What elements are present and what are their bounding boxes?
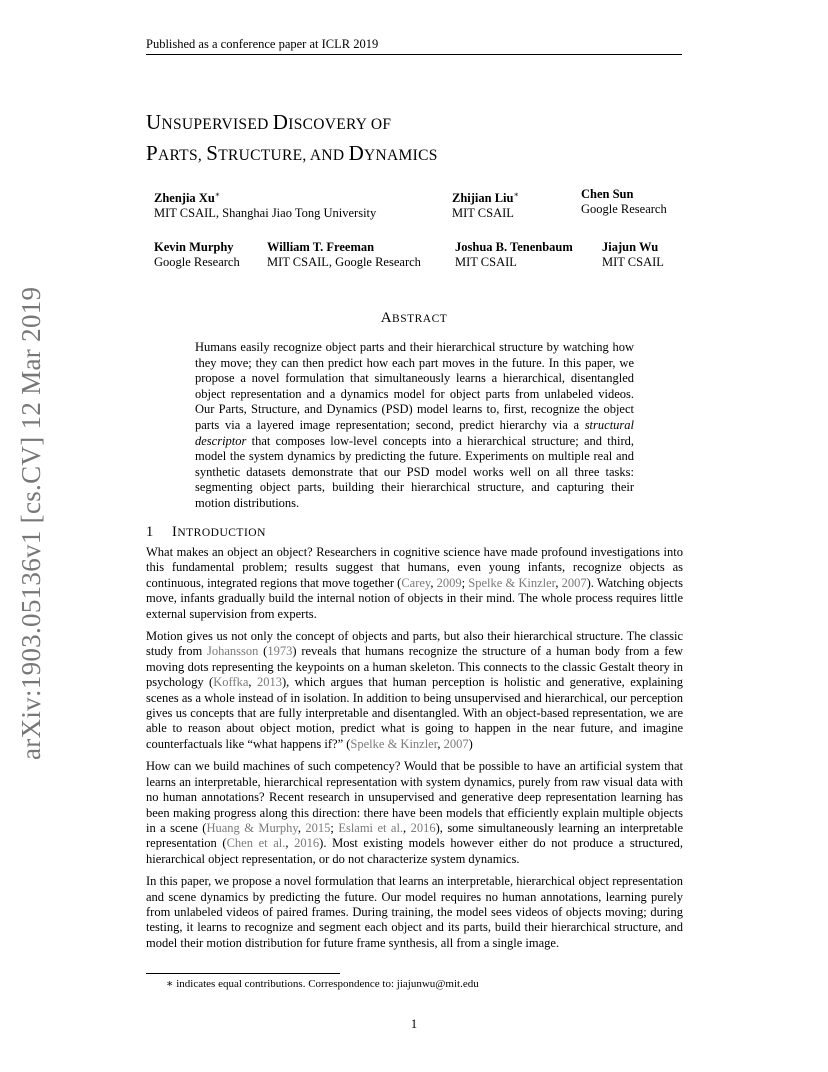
author-zhenjia-xu xyxy=(154,187,376,221)
citation-link[interactable]: 1973 xyxy=(267,644,293,659)
author-zhijian-liu xyxy=(452,187,519,221)
page-number: 1 xyxy=(410,1017,418,1031)
paragraph: Motion gives us not only the concept of objects and parts, but also their hierarchical structure. The classic study from Johansson (1973) reveals that humans recognize the structure of a human body from a few moving dots representing the keypoints on a human skeleton. This connects to the classic Gestalt theory in psychology (Koffka, 2013), which argues that human perception is holistic and generative, explaining scenes as a whole instead of in isolation. In addition to being unsupervised and hierarchical, our perception gives us concepts that are fully interpretable and disentangled. With an object-based representation, we are able to reason about object motion, predict what is going to happen in the near future, and imagine counterfactuals like “what happens if?” (Spelke & Kinzler, 2007) xyxy=(146,629,684,751)
author-affiliation: Google Research xyxy=(581,202,667,216)
citation-link[interactable]: Chen et al. xyxy=(226,836,286,851)
paragraph: How can we build machines of such competency? Would that be possible to have an artificial system that learns an interpretable, hierarchical representation with system dynamics, purely from raw visual data with no human annotations? Recent research in unsupervised and generative deep representation learning has been making progress along this direction: there have been models that efficiently explain multiple objects in a scene (Huang & Murphy, 2015; Eslami et al., 2016), some simultaneously learning an interpretable representation (Chen et al., 2016). Most existing models however either do not produce a structured, hierarchical object representation, or do not characterize system dynamics. xyxy=(146,759,684,866)
abstract-body: Humans easily recognize object parts and their hierarchical structure by watching how they move; they can then predict how each part moves in the future. In this paper, we propose a novel formulation that simultaneously learns a hierarchical, disentangled object representation and a dynamics model for object parts from unlabeled videos. Our Parts, Structure, and Dynamics (PSD) model learns to, first, recognize the object parts via a layered image representation; second, predict hierarchy via a structural descriptor that composes low-level concepts into a hierarchical structure; and third, model the system dynamics by predicting the future. Experiments on multiple real and synthetic datasets demonstrate that our PSD model works well on all three tasks: segmenting object parts, building their hierarchical structure, and capturing their motion distributions. xyxy=(195,340,634,510)
author-affiliation: MIT CSAIL, Shanghai Jiao Tong University xyxy=(154,206,377,221)
citation-link[interactable]: 2009 xyxy=(436,575,462,590)
abstract-heading: ABSTRACT xyxy=(380,310,448,326)
paper-title xyxy=(146,108,706,170)
author-kevin-murphy xyxy=(154,240,240,270)
equal-contribution-mark: ∗ xyxy=(513,190,519,199)
author-name: Kevin Murphy xyxy=(154,240,234,254)
citation-link[interactable]: Spelke & Kinzler xyxy=(350,736,438,751)
paragraph: In this paper, we propose a novel formulation that learns an interpretable, hierarchical object representation and scene dynamics by predicting the future. Our model requires no human annotations, learning purely from unlabeled videos of paired frames. During training, the model sees videos of objects moving; during testing, it learns to recognize and segment each object and its parts, build their hierarchical structure, and model their motion distribution for future frame synthesis, all from a single image. xyxy=(146,874,683,950)
citation-link[interactable]: 2007 xyxy=(443,736,469,751)
citation-link[interactable]: Koffka xyxy=(213,675,249,690)
introduction-body xyxy=(146,545,683,958)
author-affiliation: MIT CSAIL, Google Research xyxy=(267,255,421,269)
citation-link[interactable]: Huang & Murphy xyxy=(206,820,298,835)
author-name: Zhijian Liu xyxy=(452,191,514,206)
citation-link[interactable]: 2016 xyxy=(294,836,320,851)
author-affiliation: MIT CSAIL xyxy=(602,255,664,269)
section-heading-introduction: 1 INTRODUCTION xyxy=(146,524,266,540)
title-line-2: PARTS, STRUCTURE, AND DYNAMICS xyxy=(146,141,438,165)
citation-link[interactable]: Carey xyxy=(401,575,431,590)
paragraph: What makes an object an object? Researchers in cognitive science have made profound investigations into this fundamental problem; results suggest that humans, even young infants, recognize objects as continuous, integrated regions that move together (Carey, 2009; Spelke & Kinzler, 2007). Watching objects move, infants gradually build the internal notion of objects in their mind. The whole process requires little external supervision from experts. xyxy=(146,545,683,621)
author-affiliation: Google Research xyxy=(154,255,240,269)
citation-link[interactable]: 2016 xyxy=(410,820,436,835)
footnote-rule xyxy=(146,973,340,974)
author-name: Chen Sun xyxy=(581,187,634,201)
author-affiliation: MIT CSAIL xyxy=(455,255,517,269)
footnote: ∗ indicates equal contributions. Correspondence to: jiajunwu@mit.edu xyxy=(166,978,479,990)
citation-link[interactable]: 2015 xyxy=(305,820,331,835)
section-number: 1 xyxy=(146,524,154,540)
author-jiajun-wu xyxy=(602,240,664,270)
citation-link[interactable]: Spelke & Kinzler xyxy=(468,575,556,590)
emphasis: structural descriptor xyxy=(195,417,634,448)
citation-link[interactable]: 2007 xyxy=(561,575,587,590)
footnote-mark: ∗ xyxy=(166,978,174,990)
author-name: Jiajun Wu xyxy=(602,240,659,254)
author-affiliation: MIT CSAIL xyxy=(452,206,514,221)
running-header: Published as a conference paper at ICLR 2019 xyxy=(146,36,682,55)
author-name: Zhenjia Xu xyxy=(154,191,215,206)
author-name: Joshua B. Tenenbaum xyxy=(455,240,573,254)
author-chen-sun xyxy=(581,187,667,217)
author-name: William T. Freeman xyxy=(267,240,375,254)
citation-link[interactable]: Johansson xyxy=(206,644,259,659)
citation-link[interactable]: 2013 xyxy=(256,675,282,690)
equal-contribution-mark: ∗ xyxy=(214,190,221,199)
author-joshua-tenenbaum xyxy=(455,240,573,270)
title-line-1: UNSUPERVISED DISCOVERY OF xyxy=(146,110,392,134)
citation-link[interactable]: Eslami et al. xyxy=(338,820,404,835)
arxiv-identifier: arXiv:1903.05136v1 [cs.CV] 12 Mar 2019 xyxy=(16,286,46,760)
author-william-freeman xyxy=(267,240,421,270)
